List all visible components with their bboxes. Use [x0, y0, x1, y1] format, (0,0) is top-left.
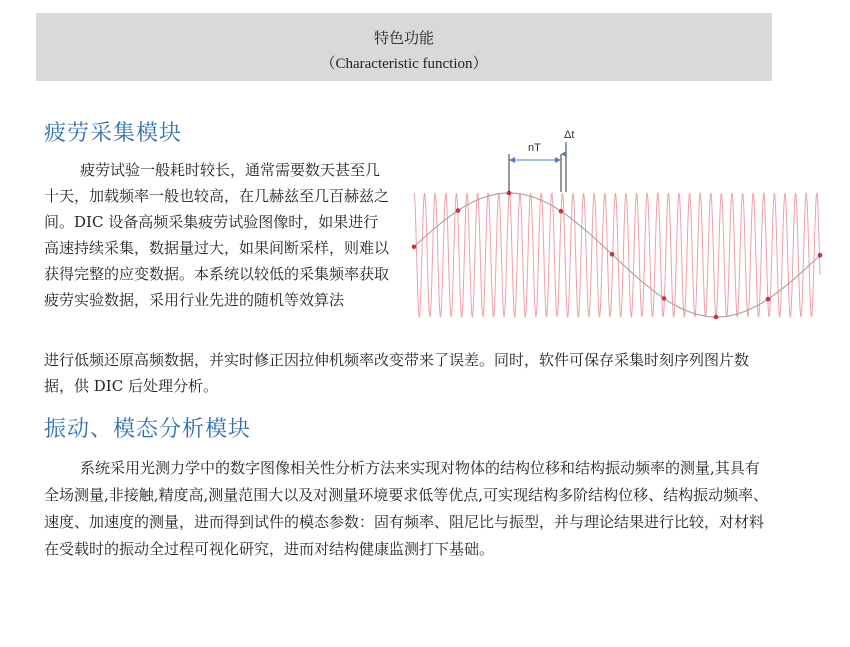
dimension-annotation [509, 129, 574, 192]
sample-point [662, 296, 667, 301]
nT-label: nT [528, 142, 541, 154]
sample-point [714, 315, 719, 320]
sample-point [412, 245, 417, 250]
sample-point [818, 253, 823, 258]
header-title: 特色功能 [373, 29, 434, 47]
nT-arrow-right [555, 157, 561, 163]
high-frequency-wave [414, 193, 820, 317]
vibration-paragraph: 系统采用光测力学中的数字图像相关性分析方法来实现对物体的结构位移和结构振动频率的测量,其具有全场测量,非接触,精度高,测量范围大以及对测量环境要求低等优点,可实现结构多阶结构位移、结构振动频率、速度、加速度的测量，进而得到试件的模态参数：固有频率、阻尼比与振型，并与理论结果进行比较，对材料在受载时的振动全过程可视化研究，进而对结构健康监测打下基础。 [44, 459, 769, 558]
header-banner [36, 13, 772, 81]
fatigue-paragraph: 疲劳试验一般耗时较长，通常需要数天甚至几十天，加载频率一般也较高，在几赫兹至几百赫兹之间。DIC 设备高频采集疲劳试验图像时，如果进行高速持续采集，数据量过大，如果间断采样，则难以获得完整的应变数据。本系统以较低的采集频率获取疲劳实验数据，采用行业先进的随机等效算法 [44, 161, 390, 309]
random-equivalent-sampling-figure [408, 120, 826, 330]
sample-point [559, 209, 564, 214]
fatigue-paragraph-continued: 进行低频还原高频数据，并实时修正因拉伸机频率改变带来了误差。同时，软件可保存采集时刻序列图片数据，供 DIC 后处理分析。 [44, 351, 750, 395]
sample-point [456, 208, 461, 213]
high-frequency-wave-line [414, 193, 820, 317]
header-subtitle: （Characteristic function） [320, 56, 488, 72]
nT-arrow-left [509, 157, 515, 163]
section-title-vibration-modal: 振动、模态分析模块 [44, 417, 252, 442]
dt-arrow [561, 151, 566, 157]
dt-label: Δt [564, 129, 575, 141]
section-title-fatigue: 疲劳采集模块 [44, 121, 183, 146]
sample-point [610, 252, 615, 257]
sample-point [766, 297, 771, 302]
